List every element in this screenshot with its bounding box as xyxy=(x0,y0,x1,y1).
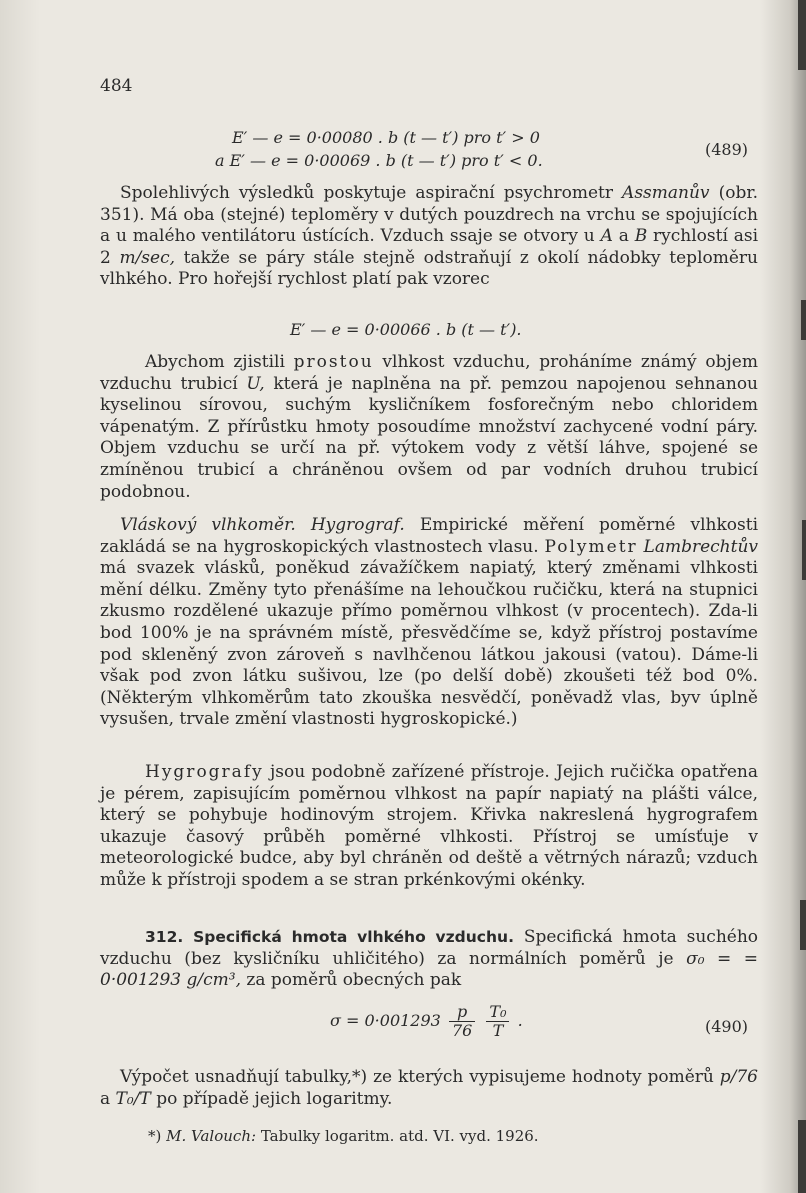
label-A: A xyxy=(600,226,613,247)
equation-489-line2: a E′ — e = 0·00069 . b (t — t′) pro t′ < 0. xyxy=(215,151,543,170)
sigma-zero-value: σ₀ = = 0·001293 xyxy=(100,948,758,991)
frac1-denominator: 76 xyxy=(451,1021,473,1040)
unit-g-cm3: g/cm³, xyxy=(186,970,242,991)
page-number: 484 xyxy=(100,76,133,96)
equation-aspiration: E′ — e = 0·00066 . b (t — t′). xyxy=(290,320,522,339)
para1-text-2: (obr. 351). Má oba (stejné) teploměry v dutých pouzdrech na vrchu se spojujících a u malého ventilátoru ústících. Vzduch ssaje se otvory u xyxy=(100,183,759,247)
paragraph-tables xyxy=(100,1067,758,1110)
label-B: B xyxy=(634,226,648,247)
footnote xyxy=(148,1127,539,1145)
para2-text: Abychom zjistili xyxy=(145,352,285,372)
para6-text: Výpočet usnadňují tabulky,*) ze kterých vypisujeme hodnoty poměrů xyxy=(120,1067,714,1087)
fraction-T0-T xyxy=(486,1003,509,1040)
footnote-mark: *) xyxy=(148,1127,162,1145)
ratio-T0-T: T₀/T xyxy=(115,1088,151,1109)
section-heading: 312. Specifická hmota vlhkého vzduchu. xyxy=(145,928,514,946)
unit-m-sec: m/sec, xyxy=(119,247,176,268)
equation-490 xyxy=(330,1003,523,1040)
para5-text-2: za poměrů obecných pak xyxy=(246,970,462,991)
conjunction: a xyxy=(100,1088,111,1109)
spaced-word-polymetr: Polymetr xyxy=(544,536,638,557)
frac2-denominator: T xyxy=(492,1021,504,1040)
lambrecht-name: Lambrechtův xyxy=(643,536,758,557)
equation-489-line1: E′ — e = 0·00080 . b (t — t′) pro t′ > 0 xyxy=(232,128,540,147)
para3-text-2: má svazek vlásků, poněkud závažíčkem napiatý, který změnami vlhkosti mění délku. Změny tyto přenášíme na lehoučkou ručičku, která na stupnici zkusmo rozdělené ukazuje přímo poměrnou vlhkost (v procentech). Zda-li bod 100% je na správném místě, přesvědčíme se, když přístroj postavíme pod skleněný zvon zároveň s navlhčenou látkou jakousi (vatou). Dáme-li však pod zvon látku sušivou, lze (po delší době) zkoušeti též bod 0%. (Některým vlhkoměrům tato zkouška nesvědčí, poněvadž vlas, byv úplně vysušen, trvale změní vlastnosti hygroskopické.) xyxy=(100,558,758,730)
page-edge-mark xyxy=(802,520,806,580)
eq490-tail: . xyxy=(517,1011,523,1030)
para2-text-3: která je naplněna na př. pemzou napojenou sehnanou kyselinou sírovou, suchým kysličníkem fosforečným nebo chloridem vápenatým. Z přírůstku hmoty posoudíme množství zachycené vodní páry. Objem vzduchu se určí na př. výtokem vody z větší láhve, spojené se zmíněnou trubicí a chráněnou ovšem od par vodních druhou trubicí podobnou. xyxy=(100,373,759,502)
para6-text-2: po případě jejich logaritmy. xyxy=(156,1088,393,1109)
para1-text: Spolehlivých výsledků poskytuje aspirační psychrometr xyxy=(120,183,613,203)
paragraph-absolute-humidity xyxy=(100,352,758,503)
assmann-name: Assmanův xyxy=(622,183,710,203)
para1-text-4: takže se páry stále stejně odstraňují z okolí nádobky teploměru vlhkého. Pro hořejší rychlost platí pak vzorec xyxy=(100,247,758,290)
fraction-p-76 xyxy=(449,1003,475,1040)
spaced-word-prostou: prostou xyxy=(293,352,374,372)
paragraph-hair-hygrometer xyxy=(100,515,758,731)
page-edge-mark xyxy=(800,900,806,950)
frac2-numerator: T₀ xyxy=(486,1003,509,1022)
page-edge-mark xyxy=(798,0,806,70)
paragraph-hygrographs xyxy=(100,762,758,892)
para5-text: Specifická hmota suchého vzduchu (bez kysličníku uhličitého) za normálních poměrů je xyxy=(100,927,759,969)
section-312 xyxy=(100,927,758,992)
hygrometer-heading: Vláskový vlhkoměr. Hygrograf. xyxy=(120,515,405,535)
para2-text-2: vlhkost vzduchu, proháníme známý objem vzduchu trubicí xyxy=(100,352,758,394)
spaced-word-hygrografy: Hygrografy xyxy=(145,762,264,782)
ratio-p-76: p/76 xyxy=(719,1067,758,1087)
para4-text: jsou podobně zařízené přístroje. Jejich ručička opatřena je pérem, zapisujícím poměrnou vlhkost na papír napiatý na plášti válce, který se pohybuje hodinovým strojem. Křivka nakreslená hygrografem ukazuje časový průběh poměrné vlhkosti. Přístroj se umísťuje v meteorologické budce, aby byl chráněn od deště a větrných nárazů; vzduch může k přístroji spodem a se stran prkénkovými okénky. xyxy=(100,762,759,890)
label-U: U, xyxy=(246,373,265,394)
footnote-text: Tabulky logaritm. atd. VI. vyd. 1926. xyxy=(260,1127,539,1145)
paragraph-assmann xyxy=(100,183,758,291)
para1-text-3: rychlostí asi 2 xyxy=(100,226,759,268)
equation-number-489: (489) xyxy=(705,140,749,159)
eq490-lhs: σ = 0·001293 xyxy=(330,1011,441,1030)
frac1-numerator: p xyxy=(449,1003,475,1022)
para3-text: Empirické měření poměrné vlhkosti zakládá se na hygroskopických vlastnostech vlasu. xyxy=(100,515,759,557)
page-edge-mark xyxy=(801,300,806,340)
conjunction: a xyxy=(618,226,629,247)
page-edge-mark xyxy=(798,1120,806,1193)
equation-number-490: (490) xyxy=(705,1017,749,1036)
footnote-author: M. Valouch: xyxy=(166,1127,257,1145)
